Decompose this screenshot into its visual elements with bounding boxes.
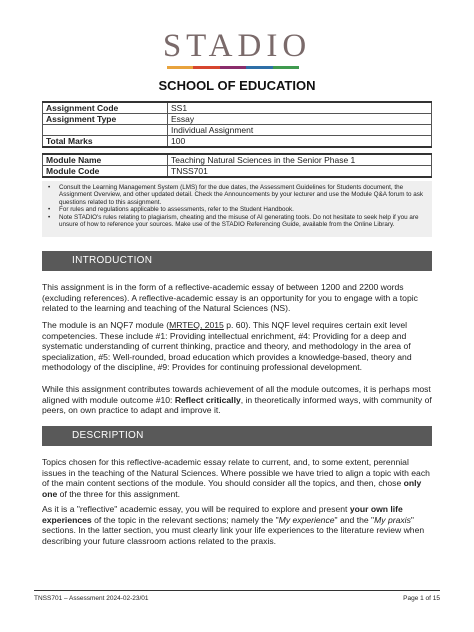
stadio-logo: STADIO [162, 28, 312, 64]
description-paragraph-2 [42, 504, 432, 546]
assignment-type-value: Essay [168, 114, 432, 125]
text-span: " sections. In the latter section, you must clearly link your life experiences to the literature review when describing your future classroom actions related to the praxis. [42, 514, 425, 546]
footer-page-number: Page 1 of 15 [403, 595, 440, 602]
table-row [43, 114, 432, 125]
text-span: While this assignment contributes towards achievement of all the module outcomes, it is perhaps most aligned with module outcome #10: [42, 384, 431, 405]
assignment-code-value: SS1 [168, 102, 432, 114]
module-code-value: TNSS701 [168, 166, 432, 178]
logo-color-bar [167, 66, 299, 69]
italic-text: My experience [278, 514, 335, 525]
assignment-code-label: Assignment Code [43, 102, 168, 114]
intro-paragraph-2 [42, 320, 432, 373]
bold-text: only one [42, 478, 422, 499]
instructions-list [42, 181, 432, 237]
logo-bar-segment [273, 66, 299, 69]
table-row [43, 154, 432, 166]
description-paragraph-1 [42, 457, 432, 499]
table-row [43, 102, 432, 114]
total-marks-label: Total Marks [43, 136, 168, 148]
assignment-info-table [42, 101, 432, 148]
logo-bar-segment [220, 66, 246, 69]
introduction-heading: INTRODUCTION [42, 251, 432, 271]
text-span: Topics chosen for this reflective-academic essay relate to current, and, to some extent, perennial issues in the teaching of the Natural Sciences. Where possible we have tried to align a topic with each of the main content sections of the module. You should consider all the topics, and then, chose [42, 457, 430, 489]
intro-paragraph-3 [42, 384, 432, 416]
bold-text: Reflect critically [174, 394, 241, 405]
table-row [43, 166, 432, 178]
intro-paragraph-1: This assignment is in the form of a reflective-academic essay of between 1200 and 2200 words (excluding references). A reflective-academic essay is an opportunity for you to engage with a topic related to the learning and teaching of the Natural Sciences (NS). [42, 282, 418, 314]
text-span: " and the " [334, 514, 375, 525]
text-span: As it is a "reflective" academic essay, you will be required to explore and present [42, 504, 350, 514]
mrteq-reference-link[interactable]: MRTEQ, 2015 [169, 320, 224, 330]
text-span: of the three for this assignment. [57, 488, 181, 499]
module-name-value: Teaching Natural Sciences in the Senior Phase 1 [168, 154, 432, 166]
text-span: of the topic in the relevant sections; namely the " [91, 514, 279, 525]
logo-bar-segment [246, 66, 272, 69]
table-row [43, 136, 432, 148]
list-item: • For rules and regulations applicable to assessments, refer to the Student Handbook. [46, 206, 428, 213]
text-span: p. 60). This NQF level requires certain exit level competencies. These include #1: Providing intellectual enrichment, #4: Providing for a deep and systematic understanding of current thinking, practice and theory, and methodology in the area of specialization, #5: Well-rounded, broad education which provides a knowledge-based, theory and methodology of the discipline, #9: Provides for continuing professional development. [42, 320, 412, 373]
list-item: • Consult the Learning Management System (LMS) for the due dates, the Assessment Guidelines for Students document, the Assignment Overview, and other updated detail. Check the Announcements by your lecturer and use the Module Q&A forum to ask questions related to this assignment. [46, 184, 428, 206]
italic-text: My praxis [374, 514, 411, 525]
total-marks-value: 100 [168, 136, 432, 148]
module-code-label: Module Code [43, 166, 168, 178]
school-title: SCHOOL OF EDUCATION [158, 78, 316, 93]
footer-document-code: TNSS701 – Assessment 2024-02-23/01 [34, 595, 149, 602]
assignment-subtype-value: Individual Assignment [168, 125, 432, 136]
empty-label-cell [43, 125, 168, 136]
module-info-table [42, 153, 432, 178]
module-name-label: Module Name [43, 154, 168, 166]
text-span: The module is an NQF7 module ( [42, 320, 170, 330]
logo-bar-segment [193, 66, 219, 69]
assignment-type-label: Assignment Type [43, 114, 168, 125]
logo-bar-segment [167, 66, 193, 69]
text-span: , in theoretically informed ways, with community of peers, on own practice to adapt and improve it. [42, 394, 432, 416]
description-heading: DESCRIPTION [42, 426, 432, 446]
list-item: • Note STADIO's rules relating to plagiarism, cheating and the misuse of AI generating tools. Do not hesitate to seek help if you are unsure of how to reference your sources. Make use of the STADIO Referencing Guide, available from the Online Library. [46, 214, 428, 229]
table-row [43, 125, 432, 136]
bold-text: your own life experiences [42, 504, 403, 525]
footer-divider [34, 590, 440, 591]
